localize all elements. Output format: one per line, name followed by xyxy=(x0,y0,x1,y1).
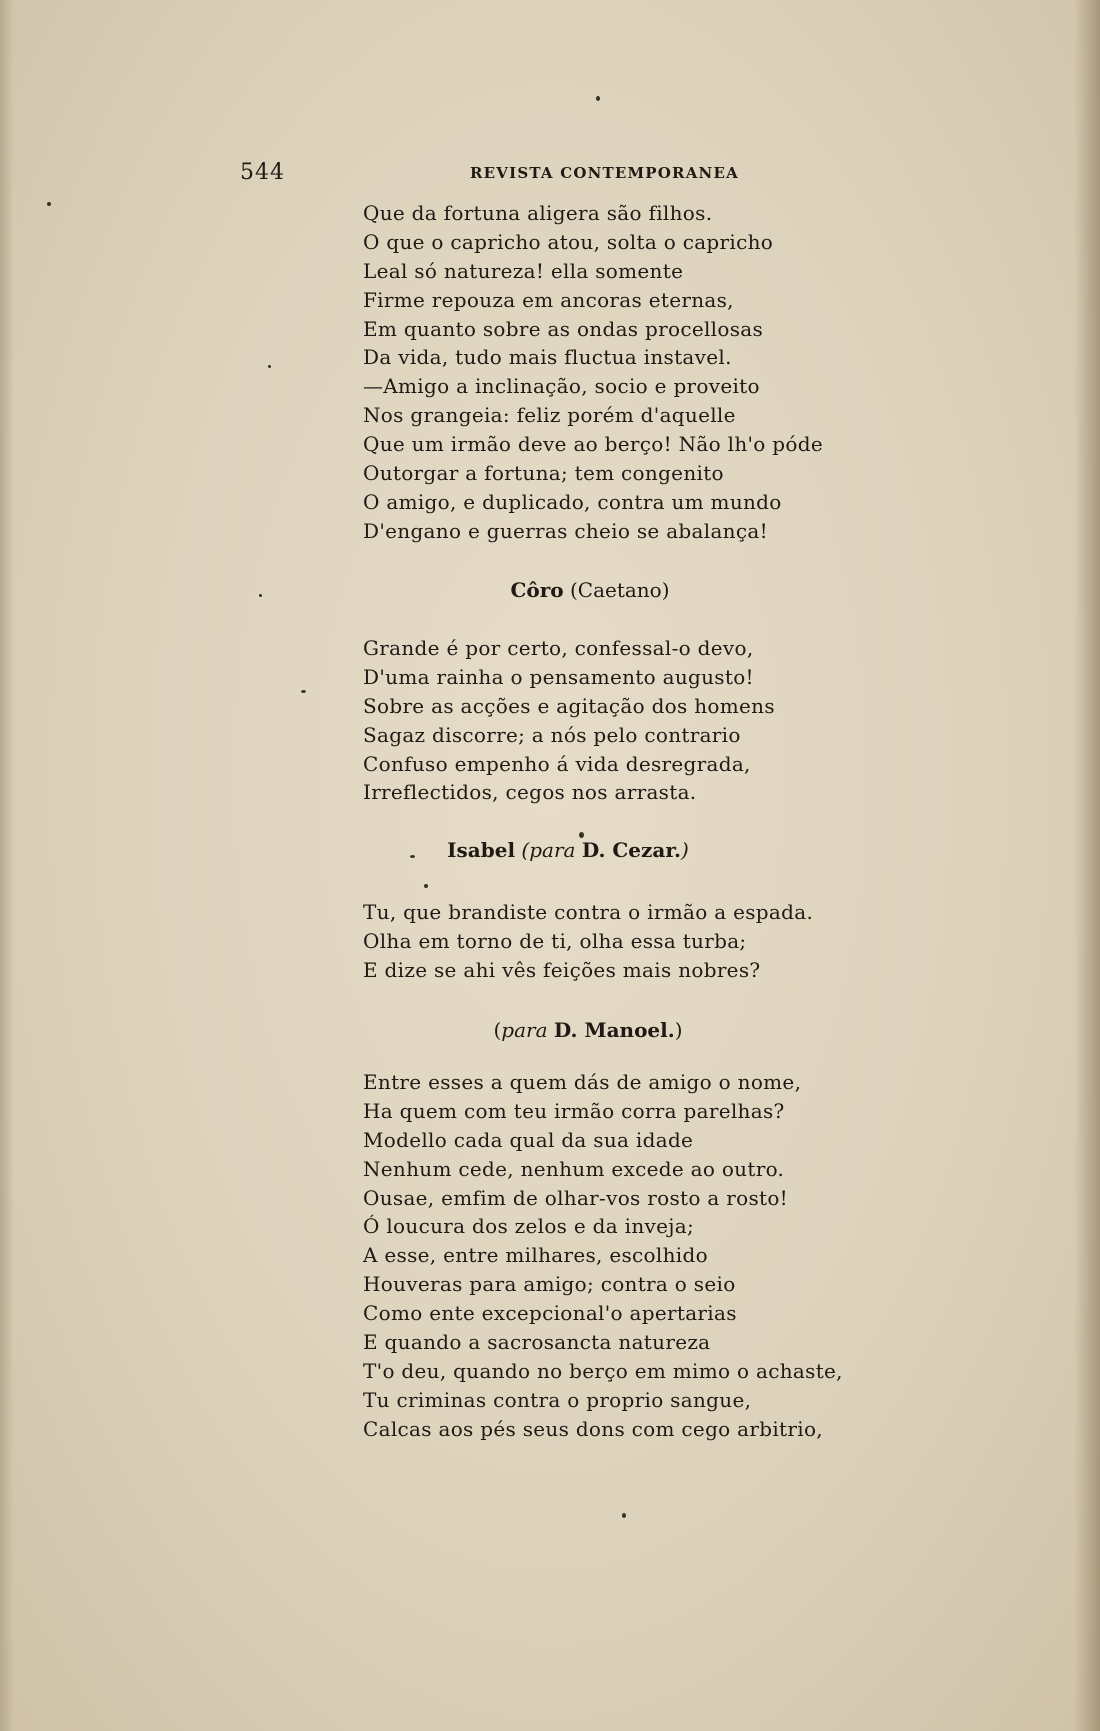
verse-line: Sagaz discorre; a nós pelo contrario xyxy=(363,722,741,747)
page-header xyxy=(0,160,1100,188)
verse-line: Tu, que brandiste contra o irmão a espada. xyxy=(363,900,814,924)
verse-line: Confuso empenho á vida desregrada, xyxy=(363,751,751,776)
speaker-heading-coro xyxy=(40,578,1100,602)
verse-line: Nos grangeia: feliz porém d'aquelle xyxy=(363,403,736,428)
verse-line: E dize se ahi vês feições mais nobres? xyxy=(363,957,761,982)
speaker-name: Isabel xyxy=(447,838,516,862)
verse-line: Outorgar a fortuna; tem congenito xyxy=(363,461,724,486)
verse-line: T'o deu, quando no berço em mimo o achaste, xyxy=(363,1358,843,1383)
verse-line: E quando a sacrosancta natureza xyxy=(363,1330,711,1355)
stage-direction: (para D. Cezar.) xyxy=(521,838,689,862)
verse-line: Leal só natureza! ella somente xyxy=(363,258,684,283)
verse-line: Ousae, emfim de olhar-vos rosto a rosto! xyxy=(363,1185,789,1210)
verse-stanza-2 xyxy=(363,634,775,807)
verse-line: Calcas aos pés seus dons com cego arbitrio, xyxy=(363,1416,823,1441)
speaker-heading-isabel xyxy=(18,838,1100,862)
page-right-edge-shadow xyxy=(1074,0,1100,1731)
verse-line: Ha quem com teu irmão corra parelhas? xyxy=(363,1098,785,1123)
ink-speck xyxy=(268,365,271,368)
verse-line: Olha em torno de ti, olha essa turba; xyxy=(363,928,747,953)
verse-line: Grande é por certo, confessal-o devo, xyxy=(363,636,754,660)
verse-line: D'uma rainha o pensamento augusto! xyxy=(363,664,754,689)
stage-direction: (para D. Manoel.) xyxy=(493,1018,683,1042)
verse-line: Tu criminas contra o proprio sangue, xyxy=(363,1387,752,1412)
running-title: REVISTA CONTEMPORANEA xyxy=(470,164,739,182)
stage-direction-addressee: D. Manoel. xyxy=(553,1018,675,1042)
verse-line: Sobre as acções e agitação dos homens xyxy=(363,693,775,718)
verse-line: Como ente excepcional'o apertarias xyxy=(363,1301,737,1326)
verse-line: Modello cada qual da sua idade xyxy=(363,1127,694,1152)
stage-direction-verb: para xyxy=(529,838,576,862)
verse-stanza-3 xyxy=(363,898,813,985)
stage-direction-verb: para xyxy=(501,1018,548,1042)
speaker-detail: (Caetano) xyxy=(569,578,670,602)
verse-line: A esse, entre milhares, escolhido xyxy=(363,1243,708,1268)
verse-line: Que um irmão deve ao berço! Não lh'o póde xyxy=(363,432,823,457)
verse-line: —Amigo a inclinação, socio e proveito xyxy=(363,374,760,399)
stage-direction-manoel xyxy=(38,1018,1100,1042)
ink-speck xyxy=(424,884,428,888)
verse-line: Ó loucura dos zelos e da inveja; xyxy=(363,1214,695,1239)
verse-line: O amigo, e duplicado, contra um mundo xyxy=(363,489,782,514)
verse-stanza-1 xyxy=(363,199,823,546)
verse-stanza-4 xyxy=(363,1068,843,1444)
ink-speck xyxy=(579,832,584,838)
verse-line: Entre esses a quem dás de amigo o nome, xyxy=(363,1070,802,1094)
verse-line: O que o capricho atou, solta o capricho xyxy=(363,229,774,254)
verse-line: Irreflectidos, cegos nos arrasta. xyxy=(363,780,697,805)
ink-speck xyxy=(622,1513,626,1518)
verse-line: Em quanto sobre as ondas procellosas xyxy=(363,316,764,341)
speaker-name: Côro xyxy=(510,578,564,602)
verse-line: Firme repouza em ancoras eternas, xyxy=(363,287,734,312)
page-number: 544 xyxy=(240,160,285,185)
ink-speck xyxy=(596,96,600,101)
verse-line: Que da fortuna aligera são filhos. xyxy=(363,201,713,225)
verse-line: Da vida, tudo mais fluctua instavel. xyxy=(363,345,732,370)
page-left-edge-shadow xyxy=(0,0,14,1731)
verse-line: Houveras para amigo; contra o seio xyxy=(363,1272,736,1297)
verse-line: D'engano e guerras cheio se abalança! xyxy=(363,518,768,543)
ink-speck xyxy=(259,594,262,597)
stage-direction-addressee: D. Cezar. xyxy=(581,838,681,862)
ink-speck xyxy=(410,855,415,858)
ink-speck xyxy=(47,202,51,206)
verse-line: Nenhum cede, nenhum excede ao outro. xyxy=(363,1156,785,1181)
ink-speck xyxy=(301,690,306,693)
